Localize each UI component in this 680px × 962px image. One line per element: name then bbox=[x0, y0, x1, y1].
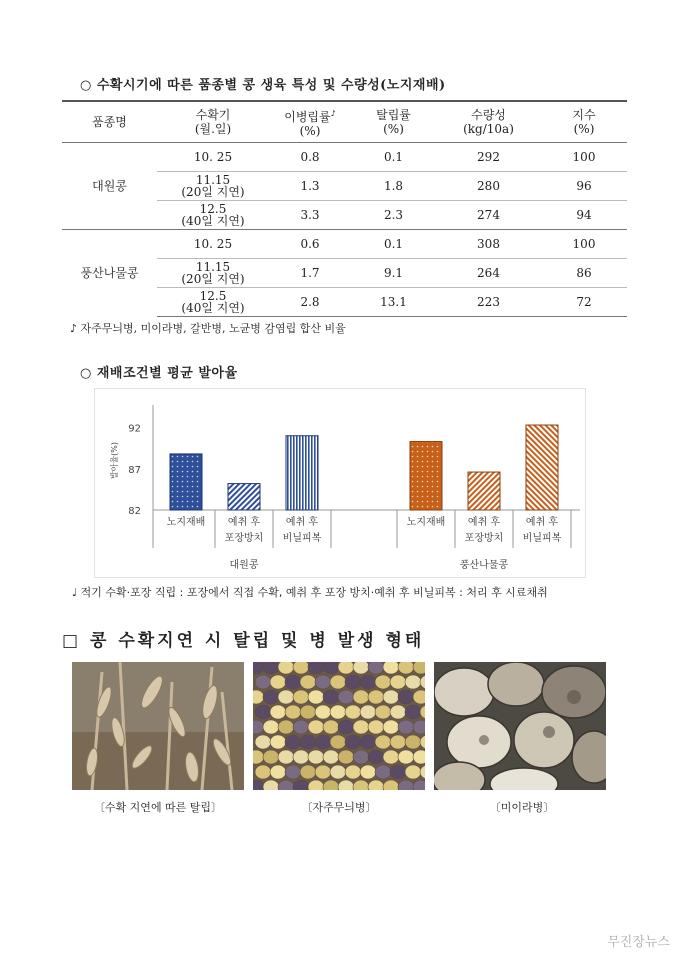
bean bbox=[255, 765, 271, 779]
y-tick-label: 82 bbox=[128, 506, 141, 517]
bean bbox=[383, 690, 399, 704]
table-row bbox=[62, 143, 627, 172]
photo-caption-purple-stain: 〔자주무늬병〕 bbox=[301, 801, 377, 814]
disease-cell: 1.3 bbox=[269, 172, 351, 201]
disease-cell: 1.7 bbox=[269, 259, 351, 288]
bean bbox=[390, 765, 406, 779]
disease-cell: 0.6 bbox=[269, 230, 351, 259]
col-yield: 수량성 (kg/10a) bbox=[436, 101, 541, 143]
bean bbox=[323, 750, 339, 764]
bean bbox=[263, 720, 279, 734]
bean bbox=[323, 662, 339, 674]
bean bbox=[338, 720, 354, 734]
shattered-pods-photo bbox=[72, 662, 244, 790]
bean bbox=[345, 735, 361, 749]
bean bbox=[338, 662, 354, 674]
shatter-cell: 1.8 bbox=[351, 172, 436, 201]
bean bbox=[293, 662, 309, 674]
bean bbox=[270, 735, 286, 749]
bean bbox=[315, 735, 331, 749]
mummy-disease-photo bbox=[434, 662, 606, 790]
bean bbox=[338, 690, 354, 704]
bean bbox=[368, 662, 384, 674]
yield-cell: 223 bbox=[436, 288, 541, 317]
bean bbox=[263, 690, 279, 704]
x-tick-label: 포장방치 bbox=[464, 533, 504, 544]
group-label: 풍산나물콩 bbox=[459, 560, 509, 571]
bar bbox=[228, 484, 260, 510]
index-cell: 100 bbox=[541, 143, 627, 172]
bean bbox=[360, 735, 376, 749]
bean bbox=[398, 750, 414, 764]
bean bbox=[308, 662, 324, 674]
bean bbox=[330, 735, 346, 749]
bean bbox=[405, 735, 421, 749]
x-tick-label: 비닐피복 bbox=[522, 533, 562, 544]
bean bbox=[338, 750, 354, 764]
bean bbox=[270, 705, 286, 719]
chart-footnote: ♩ 적기 수확·포장 직립 : 포장에서 직접 수확, 예취 후 포장 방치·예취 후 비닐피복 : 처리 후 시료채취 bbox=[72, 586, 548, 599]
bean bbox=[353, 720, 369, 734]
yield-cell: 274 bbox=[436, 201, 541, 230]
x-tick-label: 예취 후 bbox=[285, 517, 319, 528]
bean bbox=[345, 705, 361, 719]
bar bbox=[170, 454, 202, 510]
x-tick-label: 노지재배 bbox=[406, 517, 446, 528]
index-cell: 94 bbox=[541, 201, 627, 230]
chart-section-title: ○ 재배조건별 평균 발아율 bbox=[80, 366, 238, 381]
bean bbox=[278, 720, 294, 734]
photo-section-title: □ 콩 수확지연 시 탈립 및 병 발생 형태 bbox=[62, 631, 425, 651]
index-cell: 86 bbox=[541, 259, 627, 288]
bean bbox=[345, 675, 361, 689]
bean bbox=[375, 675, 391, 689]
x-tick-label: 포장방치 bbox=[224, 533, 264, 544]
disease-cell: 0.8 bbox=[269, 143, 351, 172]
photo-caption-shatter: 〔수확 지연에 따른 탈립〕 bbox=[93, 801, 223, 814]
bean bbox=[270, 765, 286, 779]
bean bbox=[278, 690, 294, 704]
yield-cell: 280 bbox=[436, 172, 541, 201]
bean bbox=[375, 735, 391, 749]
col-variety: 품종명 bbox=[62, 101, 157, 143]
bean bbox=[368, 690, 384, 704]
harvest-cell: 10. 25 bbox=[157, 143, 269, 172]
x-tick-label: 예취 후 bbox=[227, 517, 261, 528]
bean bbox=[285, 735, 301, 749]
bean bbox=[398, 662, 414, 674]
index-cell: 100 bbox=[541, 230, 627, 259]
shatter-cell: 0.1 bbox=[351, 230, 436, 259]
x-tick-label: 예취 후 bbox=[467, 517, 501, 528]
bar bbox=[286, 436, 318, 510]
bean bbox=[405, 675, 421, 689]
photo-caption-mummy: 〔미이라병〕 bbox=[489, 801, 555, 814]
chart-svg bbox=[95, 389, 585, 577]
bean bbox=[383, 750, 399, 764]
bean bbox=[390, 735, 406, 749]
yield-cell: 292 bbox=[436, 143, 541, 172]
bean bbox=[323, 690, 339, 704]
shatter-cell: 2.3 bbox=[351, 201, 436, 230]
bean bbox=[368, 750, 384, 764]
shatter-cell: 13.1 bbox=[351, 288, 436, 317]
bean bbox=[285, 675, 301, 689]
bean bbox=[285, 705, 301, 719]
col-shatter: 탈립률 (%) bbox=[351, 101, 436, 143]
bean bbox=[270, 675, 286, 689]
bean bbox=[323, 720, 339, 734]
bean bbox=[300, 705, 316, 719]
col-harvest: 수확기 (월.일) bbox=[157, 101, 269, 143]
bean bbox=[285, 765, 301, 779]
bean bbox=[308, 720, 324, 734]
bar bbox=[410, 442, 442, 510]
y-tick-label: 92 bbox=[128, 423, 141, 435]
bar bbox=[526, 425, 558, 510]
bean bbox=[308, 750, 324, 764]
bean bbox=[398, 720, 414, 734]
bean bbox=[383, 720, 399, 734]
x-tick-label: 노지재배 bbox=[166, 517, 206, 528]
bean bbox=[353, 690, 369, 704]
bean bbox=[300, 765, 316, 779]
bean bbox=[278, 662, 294, 674]
col-index: 지수 (%) bbox=[541, 101, 627, 143]
group-label: 대원콩 bbox=[229, 560, 259, 571]
index-cell: 72 bbox=[541, 288, 627, 317]
bean bbox=[315, 705, 331, 719]
harvest-cell: 11.15 (20일 지연) bbox=[157, 172, 269, 201]
bean bbox=[293, 720, 309, 734]
x-tick-label: 예취 후 bbox=[525, 517, 559, 528]
bar bbox=[468, 472, 500, 510]
bean bbox=[360, 765, 376, 779]
germination-chart bbox=[94, 388, 586, 578]
table-footnote: ♪ 자주무늬병, 미이라병, 갈반병, 노균병 감염립 합산 비율 bbox=[70, 322, 346, 335]
variety-cell: 풍산나물콩 bbox=[62, 230, 157, 317]
bean bbox=[360, 705, 376, 719]
table-row bbox=[62, 230, 627, 259]
x-tick-label: 비닐피복 bbox=[282, 533, 322, 544]
disease-cell: 2.8 bbox=[269, 288, 351, 317]
variety-cell: 대원콩 bbox=[62, 143, 157, 230]
shatter-cell: 9.1 bbox=[351, 259, 436, 288]
bean bbox=[398, 690, 414, 704]
harvest-cell: 12.5 (40일 지연) bbox=[157, 288, 269, 317]
bean bbox=[255, 735, 271, 749]
bean bbox=[368, 720, 384, 734]
bean bbox=[390, 675, 406, 689]
index-cell: 96 bbox=[541, 172, 627, 201]
bean bbox=[330, 765, 346, 779]
y-axis-label: 발아율(%) bbox=[110, 441, 119, 480]
bean bbox=[308, 690, 324, 704]
bean bbox=[300, 675, 316, 689]
yield-cell: 264 bbox=[436, 259, 541, 288]
bean bbox=[405, 705, 421, 719]
bean bbox=[353, 750, 369, 764]
bean bbox=[405, 765, 421, 779]
bean bbox=[353, 662, 369, 674]
bean bbox=[255, 705, 271, 719]
harvest-cell: 10. 25 bbox=[157, 230, 269, 259]
bean bbox=[330, 675, 346, 689]
bean bbox=[383, 662, 399, 674]
table-section-title: ○ 수확시기에 따른 품종별 콩 생육 특성 및 수량성(노지재배) bbox=[80, 78, 446, 93]
bean bbox=[390, 705, 406, 719]
disease-cell: 3.3 bbox=[269, 201, 351, 230]
bean bbox=[278, 750, 294, 764]
col-disease: 이병립률♪ (%) bbox=[269, 101, 351, 143]
bean bbox=[345, 765, 361, 779]
bean bbox=[263, 662, 279, 674]
watermark-logo: 무진장뉴스 bbox=[607, 935, 670, 950]
bean bbox=[293, 750, 309, 764]
harvest-cell: 12.5 (40일 지연) bbox=[157, 201, 269, 230]
bean bbox=[375, 705, 391, 719]
bean bbox=[375, 765, 391, 779]
bean bbox=[360, 675, 376, 689]
bean bbox=[263, 750, 279, 764]
y-tick-label: 87 bbox=[128, 464, 141, 476]
purple-seed-stain-photo bbox=[253, 662, 425, 790]
bean bbox=[330, 705, 346, 719]
bean bbox=[300, 735, 316, 749]
yield-cell: 308 bbox=[436, 230, 541, 259]
bean bbox=[293, 690, 309, 704]
bean bbox=[315, 675, 331, 689]
shatter-cell: 0.1 bbox=[351, 143, 436, 172]
bean bbox=[255, 675, 271, 689]
harvest-cell: 11.15 (20일 지연) bbox=[157, 259, 269, 288]
bean bbox=[315, 765, 331, 779]
yield-table bbox=[62, 100, 627, 317]
